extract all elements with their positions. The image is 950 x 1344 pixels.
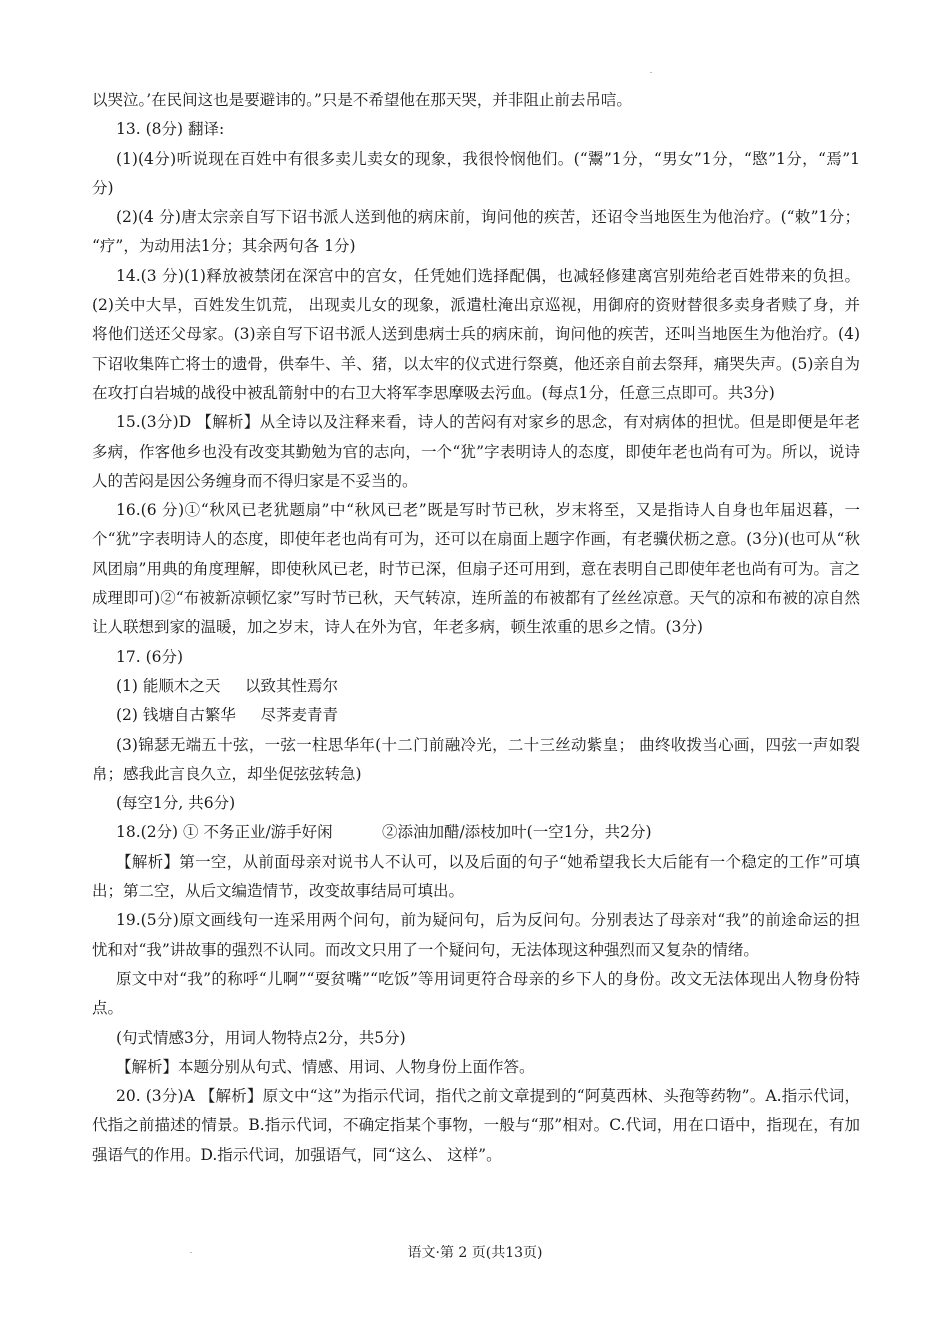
q14-answer: 14.(3 分)(1)释放被禁闭在深宫中的宫女，任凭她们选择配偶，也减轻修建离宫别苑给老百姓带来的负担。(2)关中大旱，百姓发生饥荒， 出现卖儿女的现象，派遣杜淹出京巡视，用御府的资财替很多卖身者赎了身，并将他们送还父母家。(3)亲自写下诏书派人送到患病士兵的病床前，询问他的疾苦，还叫当地医生为他治疗。(4)下诏收集阵亡将士的遗骨，供奉牛、羊、猪，以太牢的仪式进行祭奠，他还亲自前去祭拜，痛哭失声。(5)亲自为在攻打白岩城的战役中被乱箭射中的右卫大将军李思摩吸去污血。(每点1分，任意三点即可。共3分) — [92, 266, 860, 402]
q17-line3: (3)锦瑟无端五十弦，一弦一柱思华年(十二门前融冷光，二十三丝动紫皇； 曲终收拨当心画，四弦一声如裂帛；感我此言良久立，却坐促弦弦转急) — [92, 735, 860, 783]
q17-line1: (1) 能顺木之天 以致其性焉尔 — [116, 676, 339, 695]
q19-scoring: (句式情感3分，用词人物特点2分，共5分) — [116, 1028, 406, 1047]
q18-answer: 18.(2分) ① 不务正业/游手好闲 ②添油加醋/添枝加叶(一空1分，共2分) — [116, 823, 652, 842]
q16-answer: 16.(6 分)①“秋风已老犹题扇”中“秋风已老”既是写时节已秋，岁末将至，又是指诗人自身也年届迟暮，一个“犹”字表明诗人的态度，即使年老也尚有可为，还可以在扇面上题字作画，有老骥伏枥之意。(3分)(也可从“秋风团扇”用典的角度理解，即使秋风已老，时节已深，但扇子还可用到，意在表明自己即使年老也尚有可为。言之成理即可)②“布被新凉顿忆家”写时节已秋，天气转凉，连所盖的布被都有了丝丝凉意。天气的凉和布被的凉自然让人联想到家的温暖，加之岁末，诗人在外为官，年老多病，顿生浓重的思乡之情。(3分) — [92, 501, 860, 637]
q15-answer: 15.(3分)D 【解析】从全诗以及注释来看，诗人的苦闷有对家乡的思念，有对病体的担忧。但是即便是年老多病，作客他乡也没有改变其勤勉为官的志向，一个“犹”字表明诗人的态度，即使年老也尚有可为。所以，说诗人的苦闷是因公务缠身而不得归家是不妥当的。 — [92, 413, 860, 490]
q18-analysis: 【解析】第一空，从前面母亲对说书人不认可，以及后面的句子“她希望我长大后能有一个稳定的工作”可填出；第二空，从后文编造情节，改变故事结局可填出。 — [92, 852, 860, 901]
q19-answer-cont: 原文中对“我”的称呼“儿啊”“耍贫嘴”“吃饭”等用词更符合母亲的乡下人的身份。改文无法体现出人物身份特点。 — [92, 969, 860, 1018]
q17-scoring: (每空1分, 共6分) — [116, 794, 236, 813]
paragraph-continuation: 以哭泣。’在民间这也是要避讳的。”只是不希望他在那天哭，并非阻止前去吊唁。 — [92, 91, 632, 109]
q13-heading: 13. (8分) 翻译: — [116, 120, 225, 139]
q13-part2: (2)(4 分)唐太宗亲自写下诏书派人送到他的病床前，询问他的疾苦，还诏令当地医生为他治疗。(“敕”1分； “疗”，为动用法1分；其余两句各 1分) — [92, 208, 860, 256]
q17-heading: 17. (6分) — [116, 647, 184, 666]
answer-text — [92, 86, 860, 1170]
q20-answer: 20. (3分)A 【解析】原文中“这”为指示代词，指代之前文章提到的“阿莫西林、头孢等药物”。A.指示代词，代指之前描述的情景。B.指示代词，不确定指某个事物，一般与“那”相对。C.代词，用在口语中，指现在，有加强语气的作用。D.指示代词，加强语气，同“这么、 这样”。 — [92, 1087, 860, 1164]
q19-answer: 19.(5分)原文画线句一连采用两个问句，前为疑问句，后为反问句。分别表达了母亲对“我”的前途命运的担忧和对“我”讲故事的强烈不认同。而改文只用了一个疑问句，无法体现这种强烈而又复杂的情绪。 — [92, 911, 860, 959]
q17-line2: (2) 钱塘自古繁华 尽荠麦青青 — [116, 706, 339, 725]
page-footer: 语文·第 2 页(共13页) — [407, 1245, 543, 1261]
q13-part1: (1)(4分)听说现在百姓中有很多卖儿卖女的现象，我很怜悯他们。(“鬻”1分，“男女”1分，“愍”1分，“焉”1分) — [92, 149, 860, 197]
q19-analysis: 【解析】本题分别从句式、情感、用词、人物身份上面作答。 — [116, 1057, 535, 1076]
scan-speck — [650, 72, 652, 73]
